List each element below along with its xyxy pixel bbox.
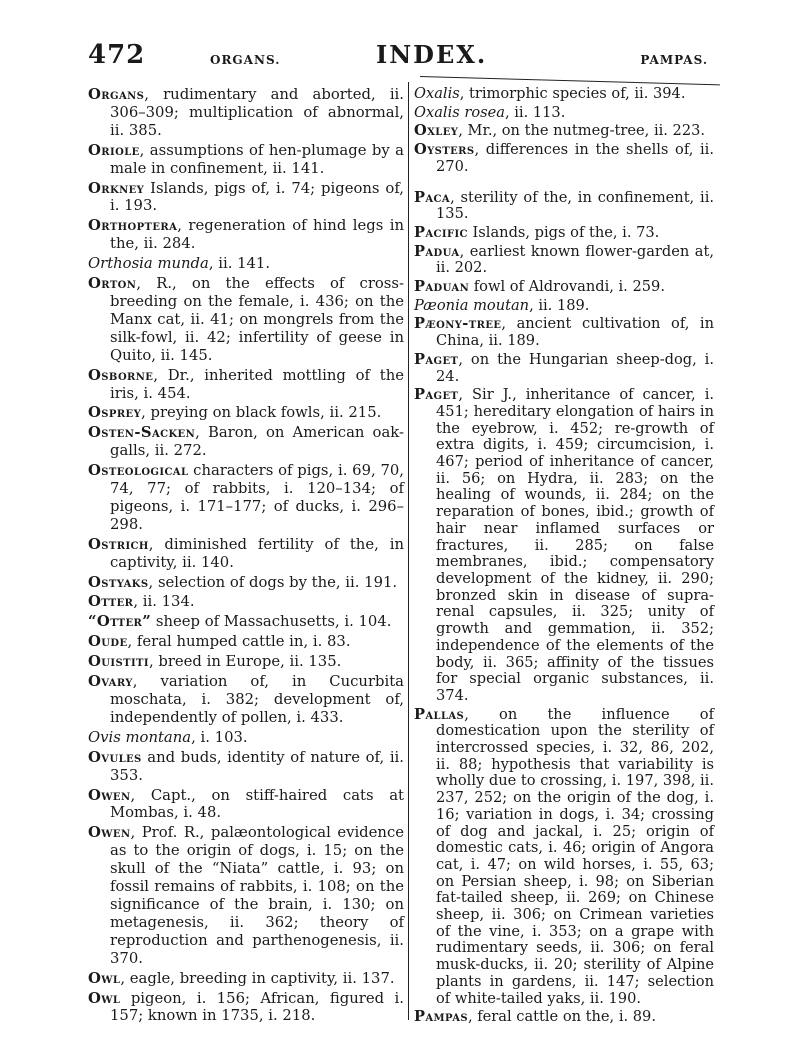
entry-text: , ii. 134. bbox=[133, 593, 195, 611]
index-entry bbox=[414, 225, 714, 242]
entry-text: Islands, pigs of, i. 74; pigeons of, i. 193. bbox=[110, 179, 404, 215]
header-rule bbox=[420, 76, 720, 85]
entry-text: , Sir J., inheritance of cancer, i. 451; hereditary elongation of hairs in the eyebrow, i. 452; re-growth of extra digits, i. 459; circumcision, i. 467; period of inheritance of cancer, ii. 56; on Hydra, ii. 283; on the healing of wounds, ii. 284; on the reparation of bones, ibid.; growth of hair near inflamed surfaces or fractures, ii. 285; on false membranes, ibid.; compensatory development of the kidney, ii. 290; bronzed skin in disease of supra-renal capsules, ii. 325; unity of growth and gemmation, ii. 352; independence of the elements of the body, ii. 365; affinity of the tissues for special organic substances, ii. 374. bbox=[436, 386, 714, 704]
entry-text: , sterility of the, in confinement, ii. 135. bbox=[436, 188, 714, 223]
index-entry bbox=[414, 123, 714, 140]
index-entry bbox=[88, 367, 404, 403]
index-entry bbox=[88, 729, 404, 747]
index-entry bbox=[88, 787, 404, 823]
entry-head-italic: Ovis montana bbox=[88, 728, 192, 746]
entry-text: fowl of Aldrovandi, i. 259. bbox=[469, 278, 665, 296]
right-column bbox=[414, 86, 714, 1028]
entry-head: Ostyaks bbox=[88, 573, 149, 591]
entry-text: , diminished fertility of the, in captivity, ii. 140. bbox=[110, 535, 404, 571]
index-entry bbox=[88, 536, 404, 572]
entry-text: , rudimentary and aborted, ii. 306–309; multiplication of abnormal, ii. 385. bbox=[110, 86, 404, 139]
entry-head: Pacific bbox=[414, 223, 468, 241]
entry-head: Owen bbox=[88, 824, 131, 842]
entry-text: , variation of, in Cucurbita moschata, i. 382; development of, independently of pollen, i. 433. bbox=[110, 673, 404, 726]
entry-head: Otter bbox=[88, 593, 134, 611]
entry-head: Osprey bbox=[88, 404, 142, 422]
index-entry bbox=[88, 404, 404, 422]
entry-head-italic: Oxalis rosea bbox=[414, 103, 505, 121]
entry-text: , ii. 141. bbox=[208, 255, 271, 273]
right-running-head: PAMPAS. bbox=[640, 53, 708, 67]
entry-text: , Dr., inherited mottling of the iris, i. 454. bbox=[110, 366, 404, 402]
index-entry bbox=[88, 824, 404, 967]
entry-text: , feral humped cattle in, i. 83. bbox=[127, 633, 351, 651]
entry-text: , ii. 189. bbox=[529, 296, 590, 314]
entry-head: Orkney bbox=[88, 179, 145, 197]
index-entry bbox=[88, 255, 404, 273]
index-entry bbox=[88, 275, 404, 365]
index-entry bbox=[414, 1009, 714, 1026]
index-entry bbox=[88, 613, 404, 631]
entry-head: Oriole bbox=[88, 141, 140, 159]
index-entry bbox=[414, 244, 714, 277]
entry-head: Pæony-tree bbox=[414, 315, 502, 333]
entry-head: “Otter” bbox=[88, 613, 152, 631]
entry-text: , feral cattle on the, i. 89. bbox=[467, 1008, 656, 1026]
left-column bbox=[88, 86, 404, 1027]
entry-text: , breed in Europe, ii. 135. bbox=[148, 653, 342, 671]
index-entry bbox=[88, 424, 404, 460]
entry-head: Paget bbox=[414, 350, 459, 368]
entry-head: Owen bbox=[88, 786, 131, 804]
index-entry bbox=[414, 298, 714, 315]
index-entry bbox=[88, 86, 404, 140]
entry-head: Paduan bbox=[414, 278, 470, 296]
entry-head: Pampas bbox=[414, 1008, 468, 1026]
entry-text: , regeneration of hind legs in the, ii. 284. bbox=[110, 217, 404, 253]
index-entry bbox=[88, 180, 404, 216]
entry-text: , selection of dogs by the, ii. 191. bbox=[148, 573, 398, 591]
left-running-head: ORGANS. bbox=[210, 53, 281, 67]
entry-text: , on the Hungarian sheep-dog, i. 24. bbox=[436, 350, 714, 385]
entry-head: Ostrich bbox=[88, 535, 149, 553]
entry-head: Paget bbox=[414, 386, 459, 404]
index-entry bbox=[88, 593, 404, 611]
entry-text: , assumptions of hen-plumage by a male in confinement, ii. 141. bbox=[110, 141, 404, 177]
entry-text: , trimorphic species of, ii. 394. bbox=[459, 85, 686, 102]
entry-head: Owl bbox=[88, 989, 121, 1007]
entry-head: Oude bbox=[88, 633, 128, 651]
index-entry bbox=[88, 574, 404, 592]
index-entry bbox=[88, 990, 404, 1026]
page-number: 472 bbox=[88, 40, 146, 70]
entry-head: Pallas bbox=[414, 705, 465, 723]
entry-head: Orthoptera bbox=[88, 217, 178, 235]
entry-text: sheep of Massachusetts, i. 104. bbox=[151, 613, 392, 631]
index-entry bbox=[414, 352, 714, 385]
entry-head: Osten-Sacken bbox=[88, 424, 196, 442]
index-entry bbox=[414, 279, 714, 296]
entry-text: , R., on the effects of cross-breeding on the female, i. 436; on the Manx cat, ii. 41; on mongrels from the silk-fowl, ii. 42; infertility of geese in Quito, ii. 145. bbox=[110, 275, 404, 364]
index-entry bbox=[414, 86, 714, 103]
index-entry bbox=[414, 142, 714, 175]
entry-head-italic: Pæonia moutan bbox=[414, 296, 530, 314]
entry-head: Ovary bbox=[88, 673, 133, 691]
entry-text: , Capt., on stiff-haired cats at Mombas, i. 48. bbox=[110, 786, 404, 822]
entry-head: Ovules bbox=[88, 748, 142, 766]
entry-text: pigeon, i. 156; African, figured i. 157; known in 1735, i. 218. bbox=[110, 989, 404, 1025]
entry-text: , ancient cultivation of, in China, ii. 189. bbox=[436, 315, 714, 350]
index-entry bbox=[88, 462, 404, 534]
entry-text: , Mr., on the nutmeg-tree, ii. 223. bbox=[458, 122, 706, 140]
page-title: INDEX. bbox=[376, 40, 488, 69]
index-entry bbox=[414, 707, 714, 1008]
entry-text: characters of pigs, i. 69, 70, 74, 77; of rabbits, i. 120–134; of pigeons, i. 171–177; of ducks, i. 296–298. bbox=[110, 462, 404, 533]
entry-head: Paca bbox=[414, 188, 451, 206]
entry-head: Orton bbox=[88, 275, 137, 293]
index-entry bbox=[88, 217, 404, 253]
entry-head-italic: Oxalis bbox=[414, 85, 460, 102]
entry-text: , i. 103. bbox=[191, 728, 248, 746]
entry-head: Oysters bbox=[414, 141, 475, 159]
entry-text: , on the influence of domestication upon the sterility of intercrossed species, i. 32, 86, 202, ii. 88; hypothesis that variability is wholly due to crossing, i. 197, 398, ii. 237, 252; on the origin of the dog, i. 16; variation in dogs, i. 34; crossing of dog and jackal, i. 25; origin of domestic cats, i. 46; origin of Angora cat, i. 47; on wild horses, i. 55, 63; on Persian sheep, i. 98; on Siberian fat-tailed sheep, ii. 269; on Chinese sheep, ii. 306; on Crimean varieties of the vine, i. 353; on a grape with rudimentary seeds, ii. 306; on feral musk-ducks, ii. 20; sterility of Alpine plants in gardens, ii. 147; selection of white-tailed yaks, ii. 190. bbox=[436, 705, 714, 1007]
index-entry bbox=[414, 316, 714, 349]
entry-head-italic: Orthosia munda bbox=[88, 255, 209, 273]
entry-head: Osborne bbox=[88, 366, 154, 384]
entry-head: Owl bbox=[88, 969, 121, 987]
entry-text: , eagle, breeding in captivity, ii. 137. bbox=[120, 969, 395, 987]
running-header bbox=[88, 40, 708, 76]
column-divider bbox=[408, 82, 409, 1020]
entry-head: Padua bbox=[414, 242, 460, 260]
index-entry bbox=[88, 142, 404, 178]
entry-head: Organs bbox=[88, 86, 145, 103]
index-entry bbox=[88, 633, 404, 651]
entry-head: Ouistiti bbox=[88, 653, 149, 671]
index-entry bbox=[88, 673, 404, 727]
entry-text: , preying on black fowls, ii. 215. bbox=[141, 404, 382, 422]
entry-head: Osteological bbox=[88, 462, 189, 480]
entry-head: Oxley bbox=[414, 122, 459, 140]
entry-text: , differences in the shells of, ii. 270. bbox=[436, 141, 714, 175]
index-entry bbox=[414, 190, 714, 223]
index-entry bbox=[414, 105, 714, 122]
index-entry bbox=[88, 653, 404, 671]
index-entry bbox=[414, 387, 714, 704]
entry-text: , ii. 113. bbox=[504, 103, 566, 121]
entry-text: , Baron, on American oak-galls, ii. 272. bbox=[110, 424, 404, 460]
entry-text: , earliest known flower-garden at, ii. 202. bbox=[436, 242, 714, 277]
index-entry bbox=[88, 749, 404, 785]
entry-text: and buds, identity of nature of, ii. 353. bbox=[110, 748, 404, 784]
index-entry bbox=[88, 970, 404, 988]
entry-text: , Prof. R., palæontological evidence as to the origin of dogs, i. 15; on the skull of the “Niata” cattle, i. 93; on fossil remains of rabbits, i. 108; on the significance of the brain, i. 130; on metagenesis, ii. 362; theory of reproduction and parthenogenesis, ii. 370. bbox=[110, 824, 404, 967]
entry-text: Islands, pigs of the, i. 73. bbox=[467, 223, 660, 241]
